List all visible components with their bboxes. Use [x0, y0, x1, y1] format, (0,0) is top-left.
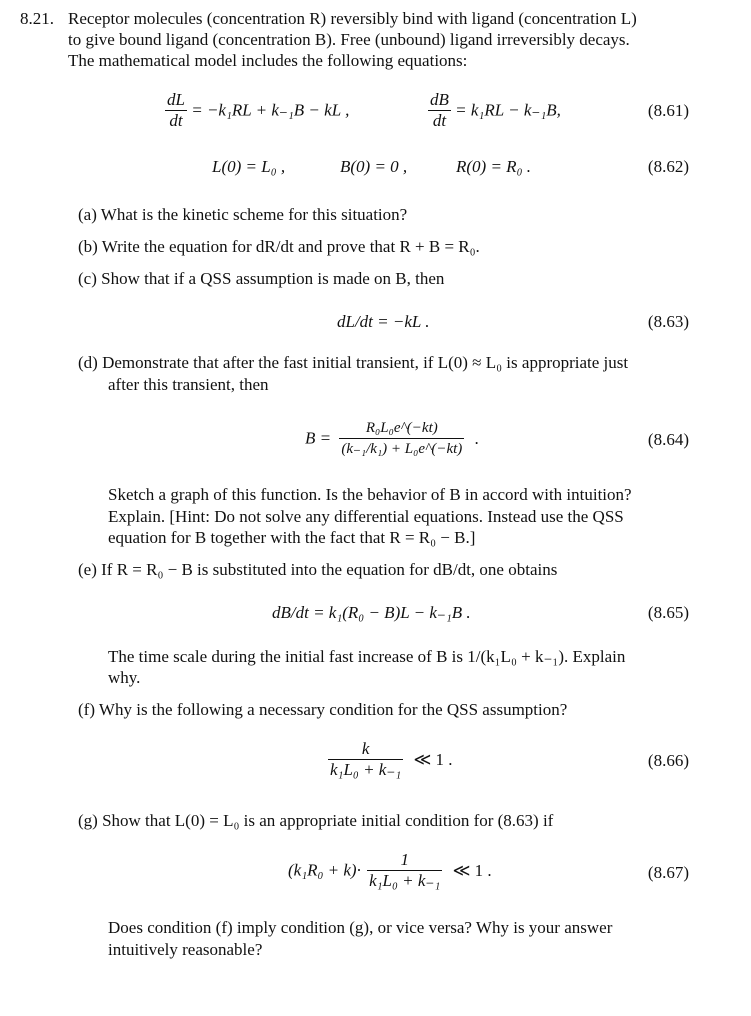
part-b: (b) Write the equation for dR/dt and prove that R + B = R₀.	[78, 237, 480, 256]
equation-8-67	[288, 850, 492, 891]
part-d-line-5: equation for B together with the fact that R = R₀ − B.]	[108, 528, 476, 547]
equation-rhs-dl: = −k₁RL + k₋₁B − kL ,	[191, 100, 350, 120]
part-e-line-2: The time scale during the initial fast increase of B is 1/(k₁L₀ + k₋₁). Explain	[108, 647, 626, 666]
part-c: (c) Show that if a QSS assumption is made on B, then	[78, 269, 445, 288]
fraction-numerator: dL	[167, 90, 185, 109]
initial-condition-l: L(0) = L₀ ,	[212, 157, 286, 176]
intro-line-1: Receptor molecules (concentration R) reversibly bind with ligand (concentration L)	[68, 9, 637, 28]
part-g: (g) Show that L(0) = L₀ is an appropriate initial condition for (8.63) if	[78, 811, 554, 830]
fraction-db-dt	[428, 90, 451, 131]
intro-line-3: The mathematical model includes the following equations:	[68, 51, 468, 70]
initial-condition-r: R(0) = R₀ .	[456, 157, 531, 176]
closing-line-2: intuitively reasonable?	[108, 940, 263, 959]
fraction-denominator: k₁L₀ + k₋₁	[330, 760, 402, 779]
fraction-qss-condition	[328, 739, 403, 780]
closing-line-1: Does condition (f) imply condition (g), or vice versa? Why is your answer	[108, 918, 613, 937]
part-d-line-4: Explain. [Hint: Do not solve any differential equations. Instead use the QSS	[108, 507, 624, 526]
equation-label-8-62: (8.62)	[647, 157, 689, 176]
fraction-initial-condition	[367, 850, 442, 891]
equation-tail: ≪ 1 .	[452, 860, 492, 880]
equation-label-8-61: (8.61)	[647, 101, 689, 120]
part-d-line-2: after this transient, then	[108, 375, 269, 394]
equation-8-61	[165, 90, 349, 131]
part-a: (a) What is the kinetic scheme for this situation?	[78, 205, 408, 224]
fraction-numerator: R₀L₀e^(−kt)	[339, 418, 464, 439]
equation-label-8-66: (8.66)	[647, 751, 689, 770]
equation-label-8-63: (8.63)	[647, 312, 689, 331]
fraction-denominator: dt	[432, 111, 447, 130]
equation-tail: .	[474, 428, 479, 448]
part-d-line-3: Sketch a graph of this function. Is the behavior of B in accord with intuition?	[108, 485, 632, 504]
equation-label-8-67: (8.67)	[647, 863, 689, 882]
fraction-numerator: dB	[430, 90, 449, 109]
part-e-line-1: (e) If R = R₀ − B is substituted into the equation for dB/dt, one obtains	[78, 560, 558, 579]
equation-label-8-65: (8.65)	[647, 603, 689, 622]
part-f: (f) Why is the following a necessary condition for the QSS assumption?	[78, 700, 568, 719]
fraction-dl-dt	[165, 90, 187, 131]
initial-condition-b: B(0) = 0 ,	[340, 157, 408, 176]
fraction-numerator: k	[328, 739, 403, 760]
fraction-b	[339, 418, 464, 459]
equation-8-61-second	[428, 90, 561, 131]
intro-line-2: to give bound ligand (concentration B). Free (unbound) ligand irreversibly decays.	[68, 30, 630, 49]
problem-number: 8.21.	[20, 9, 54, 28]
equation-prefix: (k₁R₀ + k)·	[288, 860, 361, 880]
fraction-denominator: (k₋₁/k₁) + L₀e^(−kt)	[341, 441, 463, 457]
equation-rhs-db: = k₁RL − k₋₁B,	[455, 100, 561, 120]
equation-lhs: B =	[305, 428, 332, 448]
fraction-denominator: dt	[169, 111, 183, 130]
fraction-denominator: k₁L₀ + k₋₁	[369, 871, 441, 890]
equation-8-63: dL/dt = −kL .	[337, 312, 430, 331]
fraction-numerator: 1	[367, 850, 442, 871]
part-e-line-3: why.	[108, 668, 141, 687]
equation-8-64	[305, 418, 479, 459]
part-d-line-1: (d) Demonstrate that after the fast initial transient, if L(0) ≈ L₀ is appropriate just	[78, 353, 629, 372]
equation-tail: ≪ 1 .	[413, 749, 453, 769]
equation-8-66	[328, 739, 453, 780]
equation-8-65: dB/dt = k₁(R₀ − B)L − k₋₁B .	[272, 603, 471, 622]
equation-label-8-64: (8.64)	[647, 430, 689, 449]
